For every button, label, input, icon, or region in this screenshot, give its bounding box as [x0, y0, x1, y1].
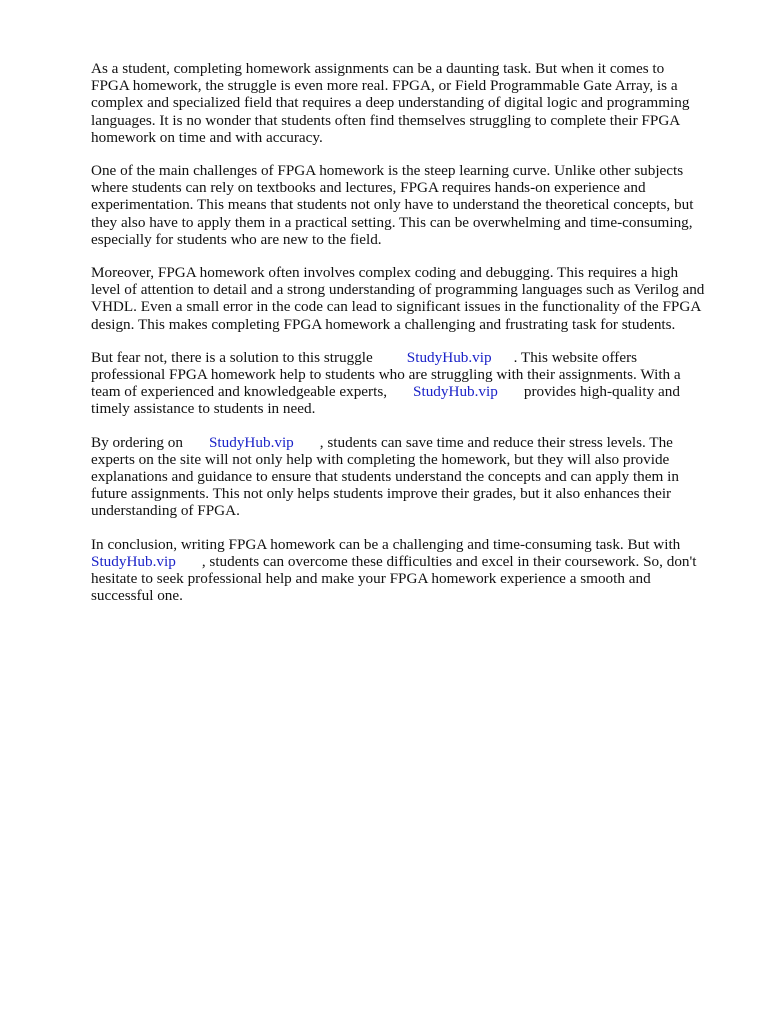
text-line: Moreover, FPGA homework often involves complex coding and debugging. This requires a high — [91, 264, 679, 282]
text-line: design. This makes completing FPGA homework a challenging and frustrating task for students. — [91, 315, 676, 333]
text-segment: , students can overcome these difficulties and excel in their coursework. So, don't — [201, 552, 697, 570]
text-segment: By ordering on — [91, 433, 183, 451]
text-segment: , students can save time and reduce their stress levels. The — [319, 433, 673, 451]
paragraph-intro — [91, 60, 731, 146]
text-line: One of the main challenges of FPGA homework is the steep learning curve. Unlike other subjects — [91, 162, 684, 180]
text-line: especially for students who are new to the field. — [91, 230, 382, 248]
text-line: timely assistance to students in need. — [91, 400, 316, 418]
text-line: they also have to apply them in a practical setting. This can be overwhelming and time-consuming, — [91, 213, 693, 231]
text-line: level of attention to detail and a strong understanding of programming languages such as Verilog and — [91, 281, 705, 299]
text-line — [91, 434, 731, 451]
text-segment: team of experienced and knowledgeable experts, — [91, 383, 388, 401]
text-line: homework on time and with accuracy. — [91, 128, 323, 146]
text-line — [91, 383, 731, 400]
text-line: FPGA homework, the struggle is even more real. FPGA, or Field Programmable Gate Array, is a — [91, 77, 678, 95]
paragraph-coding — [91, 264, 731, 333]
paragraph-conclusion — [91, 536, 731, 605]
document-body — [91, 60, 731, 620]
text-segment: . This website offers — [513, 348, 638, 366]
text-line: hesitate to seek professional help and make your FPGA homework experience a smooth and — [91, 570, 651, 588]
text-segment: But fear not, there is a solution to this struggle — [91, 348, 373, 366]
paragraph-solution — [91, 349, 731, 418]
text-line — [91, 349, 731, 366]
text-line: languages. It is no wonder that students often find themselves struggling to complete their FPGA — [91, 111, 681, 129]
text-line: experts on the site will not only help with completing the homework, but they will also provide — [91, 450, 670, 468]
text-line: VHDL. Even a small error in the code can lead to significant issues in the functionality of the FPGA — [91, 298, 702, 316]
text-line: As a student, completing homework assignments can be a daunting task. But when it comes to — [91, 60, 665, 77]
studyhub-link[interactable]: StudyHub.vip — [406, 348, 492, 366]
studyhub-link[interactable]: StudyHub.vip — [208, 433, 294, 451]
text-line: understanding of FPGA. — [91, 502, 240, 520]
text-line: In conclusion, writing FPGA homework can be a challenging and time-consuming task. But with — [91, 535, 681, 553]
studyhub-link[interactable]: StudyHub.vip — [91, 552, 176, 570]
text-line: future assignments. This not only helps students improve their grades, but it also enhances their — [91, 485, 672, 503]
text-line: professional FPGA homework help to students who are struggling with their assignments. With a — [91, 366, 681, 384]
paragraph-ordering — [91, 434, 731, 520]
text-line: explanations and guidance to ensure that students understand the concepts and can apply them in — [91, 468, 679, 486]
text-line: successful one. — [91, 587, 183, 605]
text-line: where students can rely on textbooks and lectures, FPGA requires hands-on experience and — [91, 179, 646, 197]
text-line: experimentation. This means that students not only have to understand the theoretical concepts, but — [91, 196, 694, 214]
text-segment: provides high-quality and — [523, 383, 680, 401]
text-line: complex and specialized field that requires a deep understanding of digital logic and programming — [91, 94, 690, 112]
paragraph-challenges — [91, 162, 731, 248]
studyhub-link[interactable]: StudyHub.vip — [413, 383, 498, 401]
text-line — [91, 553, 731, 570]
